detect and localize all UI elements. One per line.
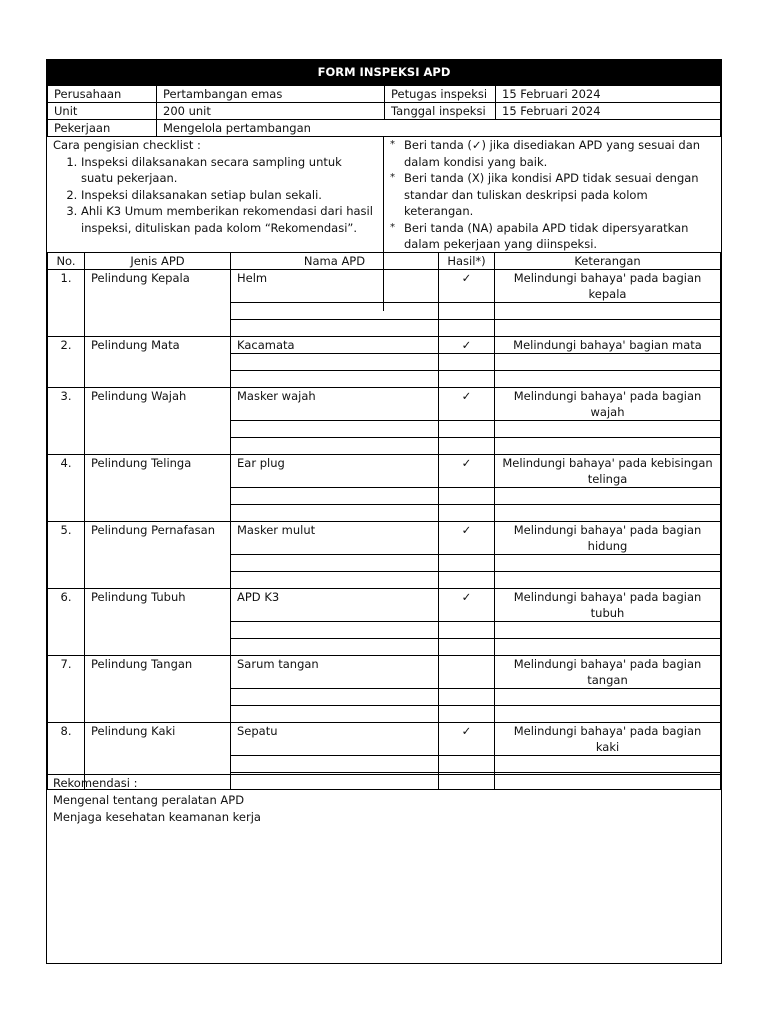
nama-apd-empty[interactable] xyxy=(231,488,439,505)
info-table xyxy=(47,85,721,137)
nama-apd-cell: Masker mulut xyxy=(231,522,439,555)
keterangan-cell: Melindungi bahaya' bagian mata xyxy=(495,337,721,354)
asterisk-icon: * xyxy=(390,139,395,150)
hasil-empty[interactable] xyxy=(439,639,495,656)
note-item xyxy=(388,170,717,220)
hasil-empty[interactable] xyxy=(439,706,495,723)
jenis-apd-cell: Pelindung Telinga xyxy=(85,455,231,522)
keterangan-cell: Melindungi bahaya' pada bagian hidung xyxy=(495,522,721,555)
nama-apd-cell: APD K3 xyxy=(231,589,439,622)
pekerjaan-label: Pekerjaan xyxy=(48,120,157,137)
hasil-empty[interactable] xyxy=(439,488,495,505)
nama-apd-empty[interactable] xyxy=(231,371,439,388)
jenis-apd-cell: Pelindung Tubuh xyxy=(85,589,231,656)
form-title: FORM INSPEKSI APD xyxy=(47,60,721,85)
table-header-row xyxy=(48,253,721,270)
keterangan-empty[interactable] xyxy=(495,622,721,639)
hasil-check-cell[interactable]: ✓ xyxy=(439,388,495,421)
hasil-empty[interactable] xyxy=(439,438,495,455)
hasil-empty[interactable] xyxy=(439,555,495,572)
table-body xyxy=(48,270,721,790)
unit-label: Unit xyxy=(48,103,157,120)
nama-apd-cell: Kacamata xyxy=(231,337,439,354)
hasil-empty[interactable] xyxy=(439,505,495,522)
keterangan-empty[interactable] xyxy=(495,689,721,706)
keterangan-empty[interactable] xyxy=(495,354,721,371)
nama-apd-cell: Masker wajah xyxy=(231,388,439,421)
keterangan-empty[interactable] xyxy=(495,706,721,723)
row-number: 6. xyxy=(48,589,85,656)
hasil-check-cell[interactable]: ✓ xyxy=(439,522,495,555)
keterangan-empty[interactable] xyxy=(495,320,721,337)
instructions-heading: Cara pengisian checklist : xyxy=(53,138,201,152)
keterangan-empty[interactable] xyxy=(495,421,721,438)
header-hasil: Hasil*) xyxy=(439,253,495,270)
nama-apd-cell: Ear plug xyxy=(231,455,439,488)
keterangan-empty[interactable] xyxy=(495,639,721,656)
jenis-apd-cell: Pelindung Kepala xyxy=(85,270,231,337)
keterangan-empty[interactable] xyxy=(495,572,721,589)
header-keterangan: Keterangan xyxy=(495,253,721,270)
hasil-empty[interactable] xyxy=(439,303,495,320)
rekomendasi-section xyxy=(47,774,721,964)
row-number: 7. xyxy=(48,656,85,723)
nama-apd-empty[interactable] xyxy=(231,303,439,320)
hasil-empty[interactable] xyxy=(439,689,495,706)
table-row xyxy=(48,723,721,756)
header-jenis: Jenis APD xyxy=(85,253,231,270)
instructions-list xyxy=(53,154,377,237)
nama-apd-cell: Sarum tangan xyxy=(231,656,439,689)
nama-apd-empty[interactable] xyxy=(231,706,439,723)
hasil-empty[interactable] xyxy=(439,421,495,438)
nama-apd-empty[interactable] xyxy=(231,622,439,639)
note-item xyxy=(388,220,717,253)
row-number: 8. xyxy=(48,723,85,790)
row-number: 2. xyxy=(48,337,85,388)
jenis-apd-cell: Pelindung Wajah xyxy=(85,388,231,455)
jenis-apd-cell: Pelindung Mata xyxy=(85,337,231,388)
header-nama: Nama APD xyxy=(231,253,439,270)
instruction-step: 1. Inspeksi dilaksanakan secara sampling untuk suatu pekerjaan. xyxy=(81,154,377,187)
nama-apd-empty[interactable] xyxy=(231,555,439,572)
keterangan-empty[interactable] xyxy=(495,555,721,572)
apd-table xyxy=(47,252,721,790)
nama-apd-empty[interactable] xyxy=(231,354,439,371)
tanggal-value: 15 Februari 2024 xyxy=(496,103,721,120)
keterangan-empty[interactable] xyxy=(495,756,721,773)
header-no: No. xyxy=(48,253,85,270)
keterangan-empty[interactable] xyxy=(495,438,721,455)
nama-apd-empty[interactable] xyxy=(231,438,439,455)
keterangan-cell: Melindungi bahaya' pada bagian kaki xyxy=(495,723,721,756)
hasil-check-cell[interactable]: ✓ xyxy=(439,723,495,756)
keterangan-cell: Melindungi bahaya' pada bagian tubuh xyxy=(495,589,721,622)
jenis-apd-cell: Pelindung Tangan xyxy=(85,656,231,723)
hasil-check-cell[interactable]: ✓ xyxy=(439,589,495,622)
asterisk-icon: * xyxy=(390,221,395,233)
nama-apd-cell: Helm xyxy=(231,270,439,303)
hasil-empty[interactable] xyxy=(439,320,495,337)
hasil-empty[interactable] xyxy=(439,354,495,371)
instruction-step: 2. Inspeksi dilaksanakan setiap bulan sekali. xyxy=(81,187,377,204)
rekomendasi-label: Rekomendasi : xyxy=(53,776,138,790)
hasil-check-cell[interactable]: ✓ xyxy=(439,270,495,303)
nama-apd-empty[interactable] xyxy=(231,689,439,706)
nama-apd-empty[interactable] xyxy=(231,505,439,522)
row-number: 4. xyxy=(48,455,85,522)
hasil-empty[interactable] xyxy=(439,572,495,589)
unit-value: 200 unit xyxy=(157,103,385,120)
keterangan-empty[interactable] xyxy=(495,371,721,388)
nama-apd-empty[interactable] xyxy=(231,756,439,773)
rekomendasi-line: Mengenal tentang peralatan APD xyxy=(53,793,245,807)
row-number: 3. xyxy=(48,388,85,455)
jenis-apd-cell: Pelindung Pernafasan xyxy=(85,522,231,589)
asterisk-icon: * xyxy=(390,172,395,183)
hasil-empty[interactable] xyxy=(439,756,495,773)
keterangan-empty[interactable] xyxy=(495,303,721,320)
perusahaan-value: Pertambangan emas xyxy=(157,86,385,103)
nama-apd-empty[interactable] xyxy=(231,421,439,438)
nama-apd-cell: Sepatu xyxy=(231,723,439,756)
keterangan-empty[interactable] xyxy=(495,488,721,505)
keterangan-empty[interactable] xyxy=(495,505,721,522)
keterangan-cell: Melindungi bahaya' pada bagian kepala xyxy=(495,270,721,303)
inspection-form xyxy=(46,59,722,964)
row-number: 5. xyxy=(48,522,85,589)
nama-apd-empty[interactable] xyxy=(231,639,439,656)
nama-apd-empty[interactable] xyxy=(231,320,439,337)
hasil-check-cell[interactable]: ✓ xyxy=(439,337,495,354)
tanggal-label: Tanggal inspeksi xyxy=(385,103,496,120)
nama-apd-empty[interactable] xyxy=(231,572,439,589)
note-text: Beri tanda (✓) jika disediakan APD yang sesuai dan dalam kondisi yang baik. xyxy=(404,138,701,169)
petugas-value: 15 Februari 2024 xyxy=(496,86,721,103)
note-item xyxy=(388,137,717,170)
perusahaan-label: Perusahaan xyxy=(48,86,157,103)
hasil-check-cell[interactable] xyxy=(439,656,495,689)
hasil-empty[interactable] xyxy=(439,622,495,639)
hasil-check-cell[interactable]: ✓ xyxy=(439,455,495,488)
row-number: 1. xyxy=(48,270,85,337)
pekerjaan-value: Mengelola pertambangan xyxy=(157,120,721,137)
instruction-step: 3. Ahli K3 Umum memberikan rekomendasi dari hasil inspeksi, dituliskan pada kolom “Rekomendasi”. xyxy=(81,203,377,236)
table-row xyxy=(48,337,721,354)
jenis-apd-cell: Pelindung Kaki xyxy=(85,723,231,790)
petugas-label: Petugas inspeksi xyxy=(385,86,496,103)
rekomendasi-line: Menjaga kesehatan keamanan kerja xyxy=(53,810,261,824)
note-text: Beri tanda (NA) apabila APD tidak dipersyaratkan dalam pekerjaan yang diinspeksi. xyxy=(404,220,689,251)
keterangan-cell: Melindungi bahaya' pada bagian wajah xyxy=(495,388,721,421)
note-text: Beri tanda (X) jika kondisi APD tidak sesuai dengan standar dan tuliskan deskripsi pada kolom keterangan. xyxy=(404,171,699,218)
hasil-empty[interactable] xyxy=(439,371,495,388)
keterangan-cell: Melindungi bahaya' pada kebisingan telinga xyxy=(495,455,721,488)
keterangan-cell: Melindungi bahaya' pada bagian tangan xyxy=(495,656,721,689)
